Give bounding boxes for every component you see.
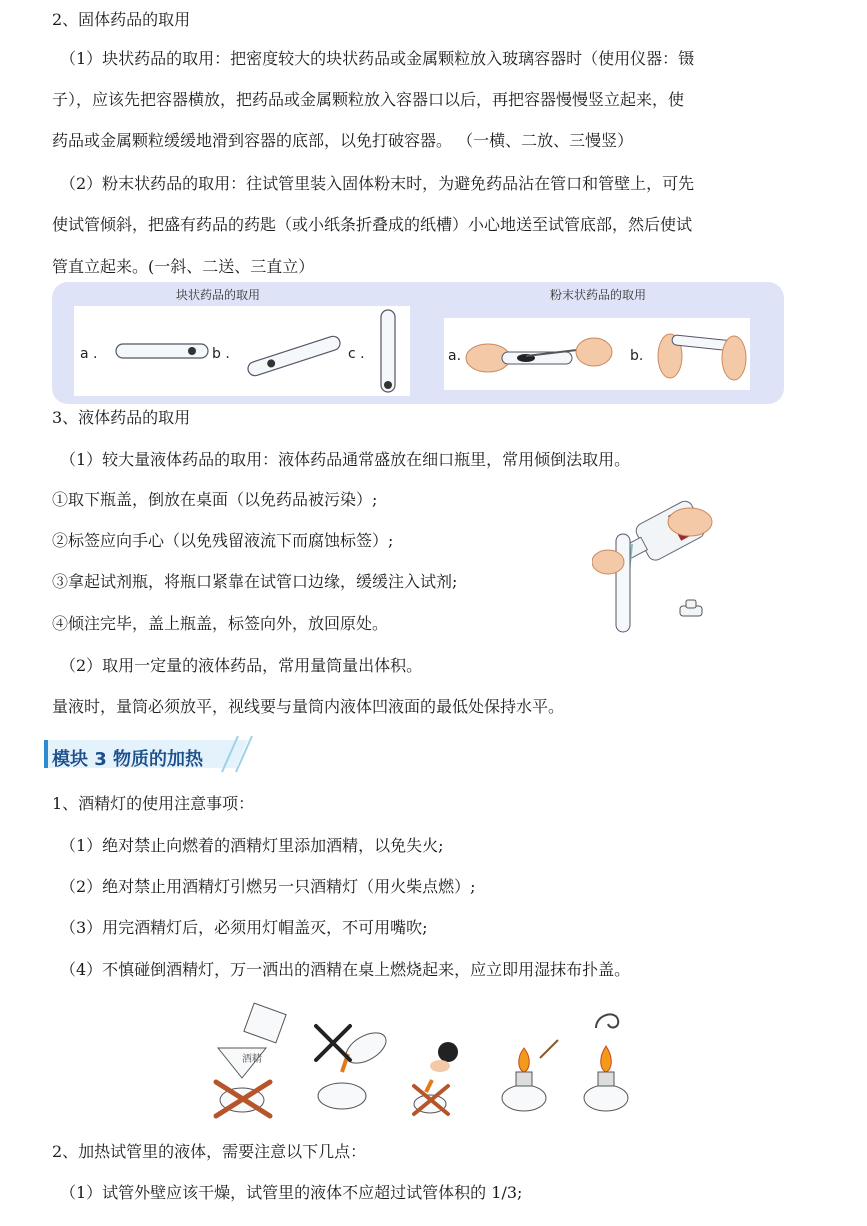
pour-step-3: ③拿起试剂瓶，将瓶口紧靠在试管口边缘，缓缓注入试剂;: [52, 572, 458, 591]
granule-bottom-shape: [384, 381, 392, 389]
test-tube-steps-image: [74, 306, 410, 396]
label-powder-a: a.: [448, 348, 462, 364]
upright-tube-shape: [381, 310, 395, 392]
match-lighting-figure: [502, 1040, 558, 1111]
lamp-rule-3: （3）用完酒精灯后，必须用灯帽盖灭，不可用嘴吹;: [60, 918, 428, 937]
powder-paragraph-line: 管直立起来。(一斜、二送、三直立）: [52, 257, 315, 276]
figure-caption-powder: 粉末状药品的取用: [550, 288, 647, 302]
match-stick-shape: [540, 1040, 558, 1058]
alcohol-lamp-illustrations: [210, 1000, 650, 1122]
heating-section-heading: 2、加热试管里的液体，需要注意以下几点：: [52, 1142, 367, 1161]
pour-step-4: ④倾注完毕，盖上瓶盖，标签向外，放回原处。: [52, 614, 389, 633]
label-powder-b: b.: [630, 348, 644, 364]
hand-upright-right: [722, 336, 746, 380]
receiving-tube-shape: [616, 534, 630, 632]
label-a: a .: [80, 346, 98, 362]
tilted-tube-shape: [246, 335, 342, 378]
label-c: c .: [348, 346, 365, 362]
lamp-rule-2: （2）绝对禁止用酒精灯引燃另一只酒精灯（用火柴点燃）;: [60, 877, 476, 896]
figure-caption-block: 块状药品的取用: [176, 288, 261, 302]
block-paragraph-line: 子），应该先把容器横放，把药品或金属颗粒放入容器口以后，再把容器慢慢竖立起来，使: [52, 90, 685, 109]
pour-step-2: ②标签应向手心（以免残留液流下而腐蚀标签）;: [52, 531, 394, 550]
liquid-paragraph-line: （1）较大量液体药品的取用：液体药品通常盛放在细口瓶里，常用倾倒法取用。: [60, 450, 631, 469]
lamp-section-heading: 1、酒精灯的使用注意事项：: [52, 794, 255, 813]
hand-holding-bottle: [668, 508, 712, 536]
section-heading-solid: 2、固体药品的取用: [52, 10, 191, 29]
pour-step-1: ①取下瓶盖，倒放在桌面（以免药品被污染）;: [52, 490, 378, 509]
lamp-to-lamp-figure: [316, 1026, 391, 1109]
powder-reagent-illustration: [444, 318, 750, 390]
lamp-rule-1: （1）绝对禁止向燃着的酒精灯里添加酒精，以免失火;: [60, 836, 444, 855]
alcohol-label: 酒精: [242, 1054, 262, 1065]
measure-paragraph-line: （2）取用一定量的液体药品，常用量筒量出体积。: [60, 656, 423, 675]
powder-paragraph-line: （2）粉末状药品的取用：往试管里装入固体粉末时，为避免药品沾在管口和管壁上，可先: [60, 174, 695, 193]
section-heading-liquid: 3、液体药品的取用: [52, 408, 191, 427]
measure-paragraph-line: 量液时，量筒必须放平，视线要与量筒内液体凹液面的最低处保持水平。: [52, 697, 565, 716]
powder-paragraph-line: 使试管倾斜，把盛有药品的药匙（或小纸条折叠成的纸槽）小心地送至试管底部，然后使试: [52, 215, 693, 234]
lamp-cap-shape: [596, 1014, 618, 1028]
adding-alcohol-figure: [216, 1003, 286, 1116]
heating-rule-1: （1）试管外壁应该干燥，试管里的液体不应超过试管体积的 1/3;: [60, 1183, 523, 1202]
powder-steps-image: [444, 318, 750, 390]
blowing-lamp-figure: [414, 1042, 458, 1114]
solid-reagent-figure-panel: [52, 282, 784, 404]
module-title: 模块 3 物质的加热: [52, 749, 204, 770]
hand-holding-tube: [592, 550, 624, 574]
block-paragraph-line: 药品或金属颗粒缓缓地滑到容器的底部，以免打破容器。 （一横、二放、三慢竖）: [52, 131, 634, 150]
block-reagent-illustration: [74, 306, 410, 396]
label-b: b .: [212, 346, 230, 362]
lamp-with-cap-figure: [584, 1014, 628, 1111]
black-cross-shape: [316, 1026, 350, 1060]
lamp-rule-4: （4）不慎碰倒酒精灯，万一洒出的酒精在桌上燃烧起来，应立即用湿抹布扑盖。: [60, 960, 631, 979]
granule-shape: [188, 347, 196, 355]
right-hand-shape: [576, 338, 612, 366]
block-paragraph-line: （1）块状药品的取用：把密度较大的块状药品或金属颗粒放入玻璃容器时（使用仪器：镊: [60, 49, 695, 68]
pouring-liquid-illustration: [592, 492, 720, 638]
